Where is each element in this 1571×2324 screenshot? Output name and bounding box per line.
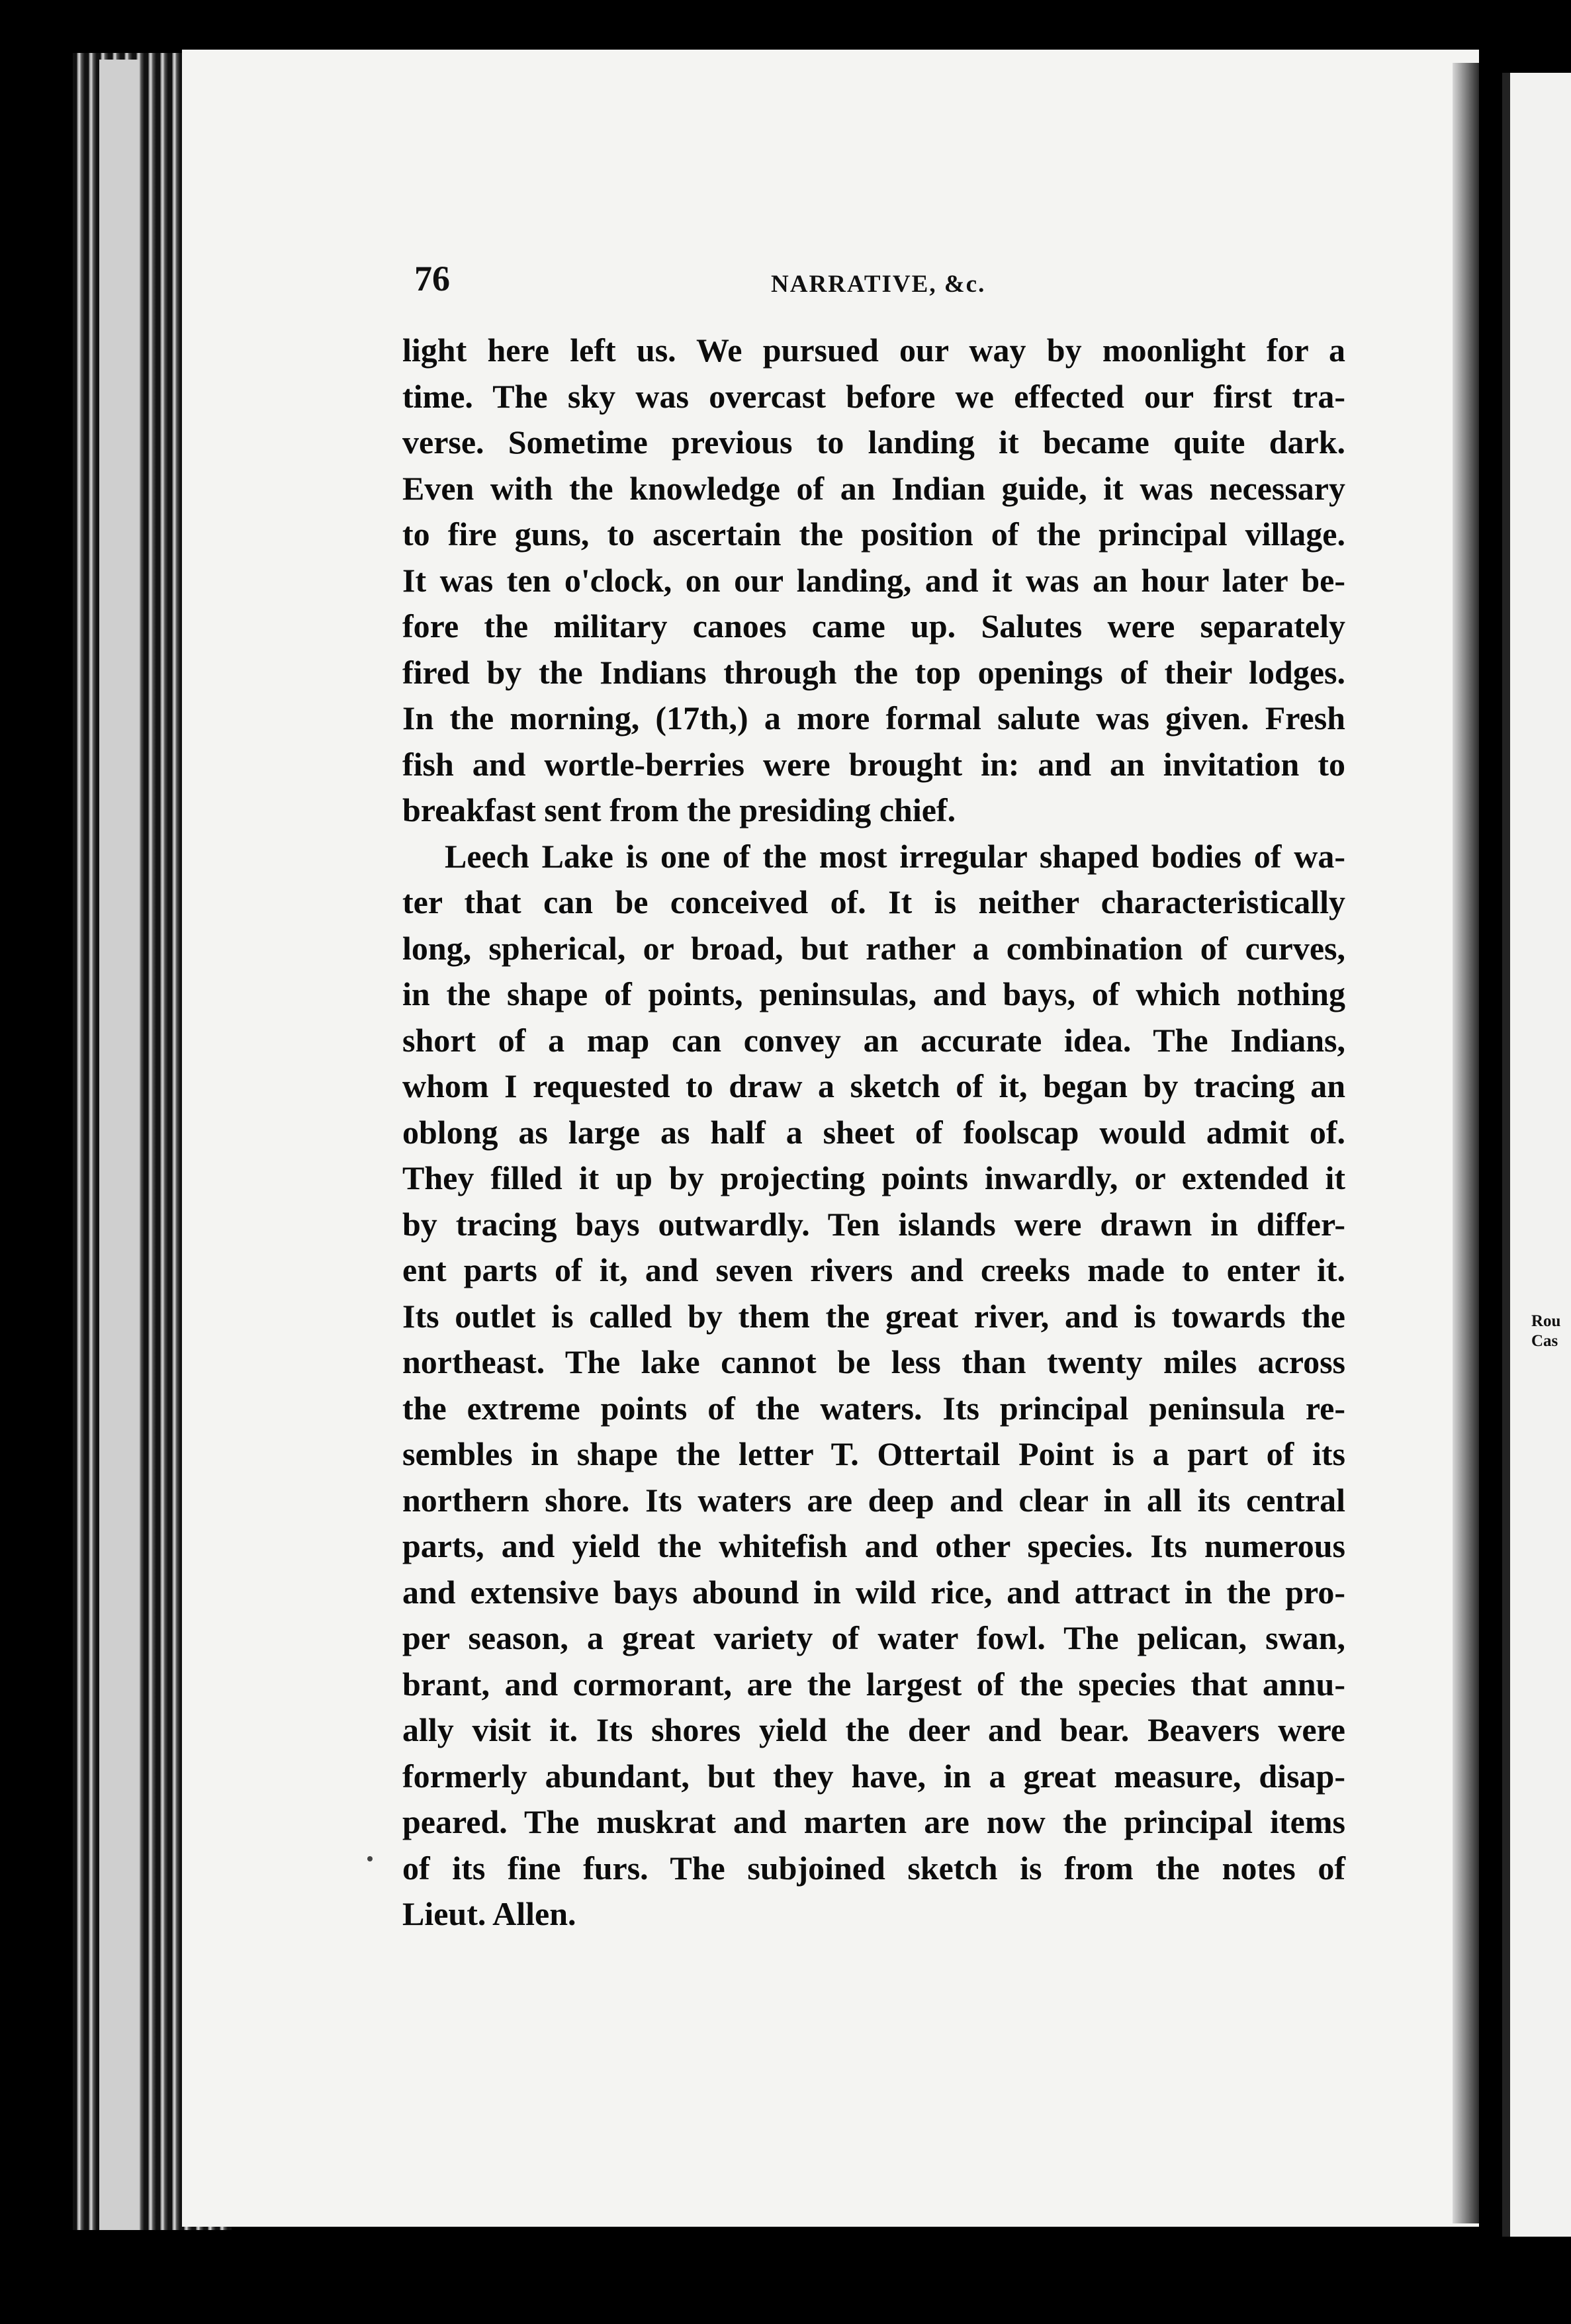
text-line: Leech Lake is one of the most irregular shaped bodies of wa- (445, 837, 1345, 875)
text-line: Lieut. Allen. (402, 1895, 576, 1932)
fragment-line-1: Rou (1531, 1312, 1561, 1330)
text-line: ally visit it. Its shores yield the deer and bear. Beavers were (402, 1711, 1345, 1748)
text-line: ent parts of it, and seven rivers and creeks made to enter it. (402, 1251, 1345, 1288)
body-text (402, 328, 1345, 1938)
text-line: per season, a great variety of water fowl. The pelican, swan, (402, 1619, 1345, 1656)
facing-page-fragment (1531, 1312, 1560, 1351)
paragraphs (402, 328, 1345, 1938)
text-line: light here left us. We pursued our way by moonlight for a (402, 332, 1345, 369)
text-line: Even with the knowledge of an Indian guide, it was necessary (402, 469, 1345, 507)
text-line: formerly abundant, but they have, in a great measure, disap- (402, 1757, 1345, 1795)
text-line: short of a map can convey an accurate idea. The Indians, (402, 1021, 1345, 1059)
running-head: NARRATIVE, &c. (771, 271, 986, 298)
text-line: fore the military canoes came up. Salutes were separately (402, 607, 1345, 645)
fragment-line-2: Cas (1531, 1332, 1558, 1350)
text-line: northeast. The lake cannot be less than twenty miles across (402, 1343, 1345, 1380)
text-line: It was ten o'clock, on our landing, and it was an hour later be- (402, 561, 1345, 599)
text-line: whom I requested to draw a sketch of it, began by tracing an (402, 1067, 1345, 1104)
text-line: time. The sky was overcast before we effected our first tra- (402, 377, 1345, 415)
text-line: They filled it up by projecting points inwardly, or extended it (402, 1159, 1345, 1196)
text-line: verse. Sometime previous to landing it became quite dark. (402, 424, 1345, 461)
text-line: and extensive bays abound in wild rice, and attract in the pro- (402, 1573, 1345, 1611)
text-line: northern shore. Its waters are deep and clear in all its central (402, 1481, 1345, 1519)
text-line: sembles in shape the letter T. Ottertail Point is a part of its (402, 1435, 1345, 1472)
text-line: oblong as large as half a sheet of foolscap would admit of. (402, 1113, 1345, 1151)
text-line: by tracing bays outwardly. Ten islands were drawn in differ- (402, 1205, 1345, 1243)
text-line: parts, and yield the whitefish and other species. Its numerous (402, 1527, 1345, 1564)
text-line: to fire guns, to ascertain the position of the principal village. (402, 515, 1345, 553)
text-line: peared. The muskrat and marten are now the principal items (402, 1803, 1345, 1840)
text-line: breakfast sent from the presiding chief. (402, 791, 956, 828)
page-number: 76 (414, 259, 450, 298)
text-line: brant, and cormorant, are the largest of the species that annu- (402, 1665, 1345, 1703)
page-edges (99, 60, 139, 2230)
text-line: In the morning, (17th,) a more formal salute was given. Fresh (402, 699, 1345, 737)
specks-mark (367, 1856, 373, 1861)
text-line: fired by the Indians through the top openings of their lodges. (402, 653, 1345, 691)
facing-page-edge (1502, 73, 1571, 2237)
page-fold-shadow (1453, 63, 1479, 2223)
text-line: Its outlet is called by them the great river, and is towards the (402, 1297, 1345, 1335)
text-line: in the shape of points, peninsulas, and bays, of which nothing (402, 975, 1345, 1012)
text-line: fish and wortle-berries were brought in: and an invitation to (402, 745, 1345, 783)
text-line: ter that can be conceived of. It is neither characteristically (402, 883, 1345, 920)
text-line: of its fine furs. The subjoined sketch is from the notes of (402, 1849, 1345, 1887)
text-line: long, spherical, or broad, but rather a combination of curves, (402, 929, 1345, 967)
text-line: the extreme points of the waters. Its principal peninsula re- (402, 1389, 1345, 1427)
gutter-shadow (1502, 73, 1510, 2237)
